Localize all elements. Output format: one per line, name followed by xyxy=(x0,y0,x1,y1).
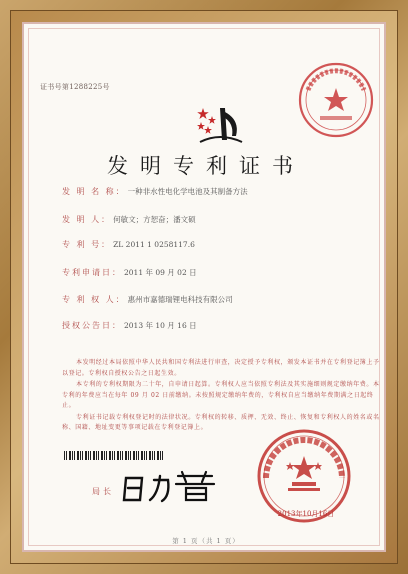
filing-date-label: 专利申请日： xyxy=(62,268,122,277)
inventor-label: 发 明 人： xyxy=(62,215,112,224)
page-number: 第 1 页（共 1 页） xyxy=(172,537,240,545)
certificate-title: 发明专利证书 xyxy=(107,154,305,178)
notice-paragraph-3: 专利证书记载专利权登记时的法律状况。专利权的转移、质押、无效、终止、恢复和专利权人的姓名或名称、国籍、地址变更等事项记载在专利登记簿上。 xyxy=(62,413,380,431)
director-signature xyxy=(116,470,226,504)
inventor-value: 何敏文；方恕奋；潘文硕 xyxy=(113,215,196,224)
patentee-label: 专 利 权 人： xyxy=(62,295,126,304)
seal-date: 2013年10月16日 xyxy=(277,510,335,518)
barcode xyxy=(64,451,164,460)
invention-name-label: 发 明 名 称： xyxy=(62,187,126,196)
sipo-logo-icon xyxy=(194,102,246,152)
invention-name-value: 一种非水性电化学电池及其制备方法 xyxy=(127,187,248,196)
certificate-number-suffix: 号 xyxy=(102,83,110,91)
field-invention-name xyxy=(62,186,248,197)
filing-date-value: 2011 年 09 月 02 日 xyxy=(124,268,197,277)
notice-paragraph-1: 本发明经过本局依照中华人民共和国专利法进行审查，决定授予专利权，颁发本证书并在专利登记簿上予以登记。专利权自授权公告之日起生效。 xyxy=(62,359,380,377)
field-patent-number xyxy=(62,239,195,250)
director-title: 局长 xyxy=(92,487,114,496)
field-grant-date xyxy=(62,320,197,331)
grant-date-value: 2013 年 10 月 16 日 xyxy=(124,321,197,330)
notice-paragraph-2: 本专利的专利权期限为二十年，自申请日起算。专利权人应当依照专利法及其实施细则规定缴纳年费。本专利的年费应当在每年 09 月 02 日前缴纳。未按照规定缴纳年费的，专利权自应当缴纳年费期满之日起终止。 xyxy=(62,381,380,409)
field-patentee xyxy=(62,294,233,305)
patent-number-label: 专 利 号： xyxy=(62,240,112,249)
patent-number-value: ZL 2011 1 0258117.6 xyxy=(113,240,195,249)
certificate-number xyxy=(40,82,110,92)
legal-notice xyxy=(62,358,380,435)
patentee-value: 惠州市嘉德瑞锂电科技有限公司 xyxy=(127,295,233,304)
certificate-number-label: 证书号第 xyxy=(40,83,70,91)
certificate-paper xyxy=(22,22,386,552)
field-filing-date xyxy=(62,267,197,278)
registration-seal-icon xyxy=(296,60,376,140)
certificate-number-value: 1288225 xyxy=(69,83,103,91)
field-inventor xyxy=(62,214,196,225)
grant-date-label: 授权公告日： xyxy=(62,321,122,330)
